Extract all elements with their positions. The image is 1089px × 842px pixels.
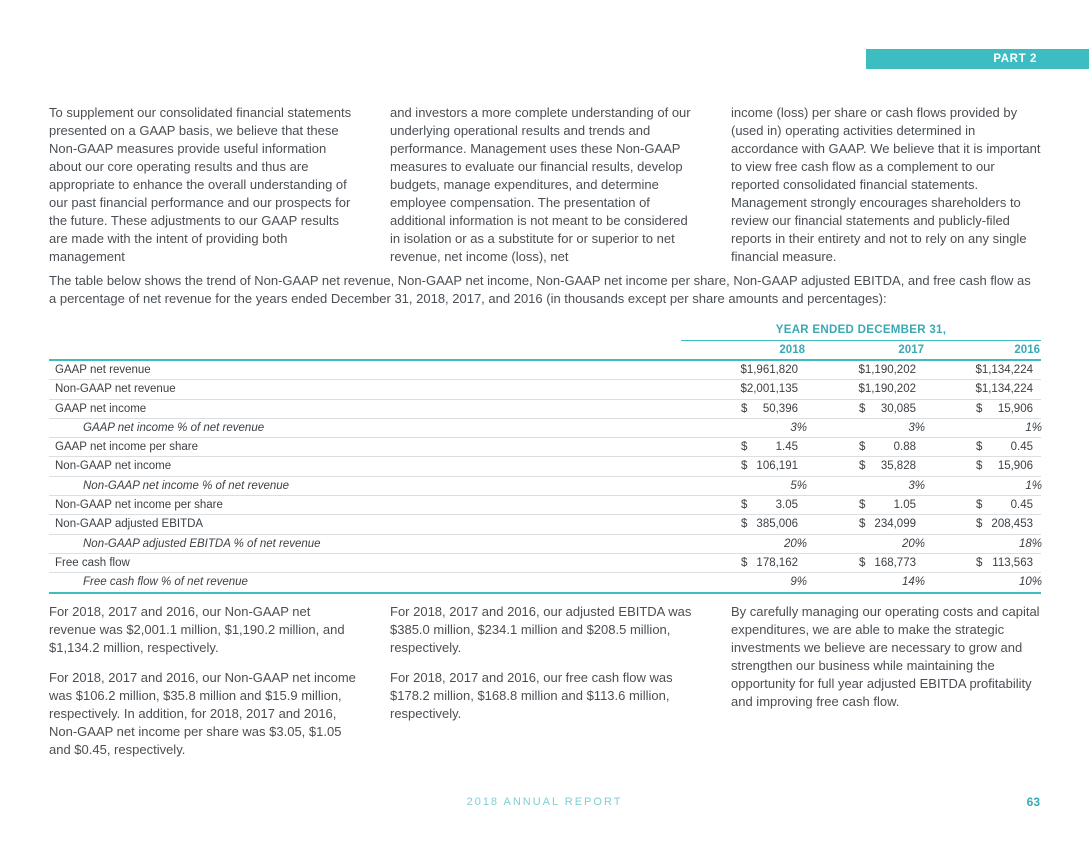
cell-2016 (976, 477, 1042, 495)
cell-value: 35,828 (880, 460, 916, 473)
column-header-2016: 2016 (1014, 344, 1040, 356)
table-row (49, 419, 1041, 438)
cell-value: 1.05 (893, 499, 916, 512)
year-group-header: YEAR ENDED DECEMBER 31, (775, 324, 947, 336)
cell-2016 (976, 496, 1033, 514)
cell-2017 (859, 515, 916, 533)
cell-value: 234,099 (874, 518, 916, 531)
summary-column-1 (49, 603, 359, 771)
row-label: Non-GAAP net income per share (55, 499, 223, 512)
row-label: Free cash flow % of net revenue (83, 576, 248, 589)
currency-symbol: $ (741, 499, 748, 512)
table-row (49, 573, 1041, 593)
cell-value: 30,085 (880, 402, 916, 415)
cell-2017 (859, 535, 925, 553)
cell-value: 20% (901, 537, 925, 550)
summary-paragraph-ebitda: For 2018, 2017 and 2016, our adjusted EBITDA was $385.0 million, $234.1 million and $208.5 million, respectively. (390, 604, 692, 655)
cell-value: 1% (1025, 421, 1042, 434)
row-label: GAAP net income (55, 402, 147, 415)
cell-2018 (741, 496, 798, 514)
currency-symbol: $ (741, 556, 748, 569)
cell-value: 15,906 (997, 402, 1033, 415)
cell-value: $1,961,820 (740, 364, 798, 376)
cell-value: $1,190,202 (858, 383, 916, 396)
cell-value: 3.05 (775, 499, 798, 512)
cell-2018 (741, 361, 798, 379)
cell-2016 (976, 457, 1033, 475)
currency-symbol: $ (741, 460, 748, 473)
currency-symbol: $ (741, 402, 748, 415)
summary-paragraph-net-income: For 2018, 2017 and 2016, our Non-GAAP net income was $106.2 million, $35.8 million and $15.9 million, respectively. In addition, for 2018, 2017 and 2016, Non-GAAP net income per share was $3.05, $1.05 and $0.45, respectively. (49, 670, 356, 757)
currency-symbol: $ (976, 518, 983, 531)
intro-paragraph-2: and investors a more complete understanding of our underlying operational results and trends and performance. Management uses these Non-GAAP measures to evaluate our financial results, develop budgets, manage expenditures, and determine employee compensation. The presentation of additional information is not meant to be considered in isolation or as a substitute for or superior to net revenue, net income (loss), net (390, 105, 691, 264)
cell-value: 5% (790, 479, 807, 492)
cell-value: 178,162 (756, 556, 798, 569)
cell-2016 (976, 380, 1033, 398)
intro-column-2 (390, 104, 700, 278)
cell-2016 (976, 515, 1033, 533)
cell-value: 18% (1018, 537, 1042, 550)
cell-2018 (741, 535, 807, 553)
cell-2018 (741, 438, 798, 456)
cell-2017 (859, 438, 916, 456)
currency-symbol: $ (976, 499, 983, 512)
cell-value: 0.88 (893, 441, 916, 454)
cell-value: 10% (1018, 576, 1042, 589)
cell-value: 208,453 (991, 518, 1033, 531)
row-label: Free cash flow (55, 556, 130, 569)
cell-2016 (976, 573, 1042, 591)
cell-2017 (859, 419, 925, 437)
cell-value: 106,191 (756, 460, 798, 473)
cell-2017 (859, 457, 916, 475)
row-label: Non-GAAP adjusted EBITDA % of net revenue (83, 537, 321, 550)
currency-symbol: $ (859, 441, 866, 454)
currency-symbol: $ (976, 441, 983, 454)
cell-value: $2,001,135 (740, 383, 798, 396)
intro-column-3 (731, 104, 1041, 278)
table-body (49, 361, 1041, 594)
summary-paragraph-strategy: By carefully managing our operating costs and capital expenditures, we are able to make the strategic investments we believe are necessary to grow and strengthen our business while maintaining the opportunity for full year adjusted EBITDA profitability and improving free cash flow. (731, 604, 1040, 709)
cell-2016 (976, 438, 1033, 456)
cell-value: 1% (1025, 479, 1042, 492)
cell-2017 (859, 477, 925, 495)
cell-2017 (859, 361, 916, 379)
cell-2017 (859, 496, 916, 514)
row-label: GAAP net revenue (55, 364, 151, 376)
cell-value: 15,906 (997, 460, 1033, 473)
cell-value: $1,134,224 (975, 364, 1033, 376)
table-row (49, 438, 1041, 457)
footer-report-title: 2018 ANNUAL REPORT (466, 796, 623, 808)
cell-2016 (976, 554, 1033, 572)
cell-value: 3% (908, 421, 925, 434)
cell-2018 (741, 457, 798, 475)
table-row (49, 554, 1041, 573)
cell-value: 14% (901, 576, 925, 589)
table-column-headers (49, 341, 1041, 359)
cell-value: 168,773 (874, 556, 916, 569)
currency-symbol: $ (859, 460, 866, 473)
cell-value: $1,134,224 (975, 383, 1033, 396)
part-label-tab: PART 2 (866, 49, 1089, 69)
row-label: Non-GAAP adjusted EBITDA (55, 518, 204, 531)
currency-symbol: $ (859, 556, 866, 569)
cell-value: 1.45 (775, 441, 798, 454)
currency-symbol: $ (859, 402, 866, 415)
row-label: Non-GAAP net revenue (55, 383, 176, 396)
currency-symbol: $ (859, 518, 866, 531)
table-row (49, 535, 1041, 554)
table-row (49, 361, 1041, 380)
cell-value: 3% (908, 479, 925, 492)
column-header-2018: 2018 (779, 344, 805, 356)
table-row (49, 380, 1041, 399)
intro-paragraph-1: To supplement our consolidated financial statements presented on a GAAP basis, we believe that these Non-GAAP measures provide useful information about our core operating results and thus are appropriate to enhance the overall understanding of our past financial performance and our prospects for the future. These adjustments to our GAAP results are made with the intent of providing both management (49, 105, 352, 264)
currency-symbol: $ (859, 499, 866, 512)
currency-symbol: $ (976, 402, 983, 415)
intro-paragraph-3: income (loss) per share or cash flows provided by (used in) operating activities determined in accordance with GAAP. We believe that it is important to view free cash flow as a complement to our reported consolidated financial statements. Management strongly encourages shareholders to review our financial statements and publicly-filed reports in their entirety and not to rely on any single financial measure. (731, 105, 1041, 264)
cell-2017 (859, 554, 916, 572)
table-row (49, 515, 1041, 534)
cell-2018 (741, 515, 798, 533)
row-label: GAAP net income % of net revenue (83, 421, 265, 434)
cell-2018 (741, 400, 798, 418)
cell-2017 (859, 573, 925, 591)
cell-2016 (976, 419, 1042, 437)
cell-2018 (741, 573, 807, 591)
table-intro-paragraph: The table below shows the trend of Non-GAAP net revenue, Non-GAAP net income, Non-GAAP net income per share, Non-GAAP adjusted EBITDA, and free cash flow as a percentage of net revenue for the years ended December 31, 2018, 2017, and 2016 (in thousands except per share amounts and percentages): (49, 273, 1031, 306)
cell-value: $1,190,202 (858, 364, 916, 376)
summary-column-3 (731, 603, 1041, 723)
table-row (49, 496, 1041, 515)
cell-2018 (741, 554, 798, 572)
cell-value: 385,006 (756, 518, 798, 531)
cell-value: 3% (790, 421, 807, 434)
intro-column-1 (49, 104, 359, 278)
cell-2018 (741, 477, 807, 495)
row-label: Non-GAAP net income % of net revenue (83, 479, 290, 492)
cell-value: 0.45 (1010, 499, 1033, 512)
cell-2017 (859, 380, 916, 398)
table-row (49, 457, 1041, 476)
cell-2016 (976, 535, 1042, 553)
row-label: GAAP net income per share (55, 441, 198, 454)
cell-value: 9% (790, 576, 807, 589)
cell-value: 50,396 (762, 402, 798, 415)
cell-2018 (741, 380, 798, 398)
cell-2016 (976, 400, 1033, 418)
cell-value: 20% (783, 537, 807, 550)
page-number: 63 (1026, 795, 1040, 809)
summary-paragraph-cash-flow: For 2018, 2017 and 2016, our free cash flow was $178.2 million, $168.8 million and $113.6 million, respectively. (390, 670, 673, 721)
row-label: Non-GAAP net income (55, 460, 172, 473)
currency-symbol: $ (741, 441, 748, 454)
currency-symbol: $ (976, 460, 983, 473)
cell-2018 (741, 419, 807, 437)
currency-symbol: $ (976, 556, 983, 569)
cell-value: 113,563 (992, 556, 1033, 569)
cell-2016 (976, 361, 1033, 379)
currency-symbol: $ (741, 518, 748, 531)
summary-column-2 (390, 603, 700, 735)
summary-paragraph-revenue: For 2018, 2017 and 2016, our Non-GAAP net revenue was $2,001.1 million, $1,190.2 million, and $1,134.2 million, respectively. (49, 604, 345, 655)
cell-value: 0.45 (1010, 441, 1033, 454)
table-row (49, 400, 1041, 419)
column-header-2017: 2017 (898, 344, 924, 356)
table-row (49, 477, 1041, 496)
cell-2017 (859, 400, 916, 418)
